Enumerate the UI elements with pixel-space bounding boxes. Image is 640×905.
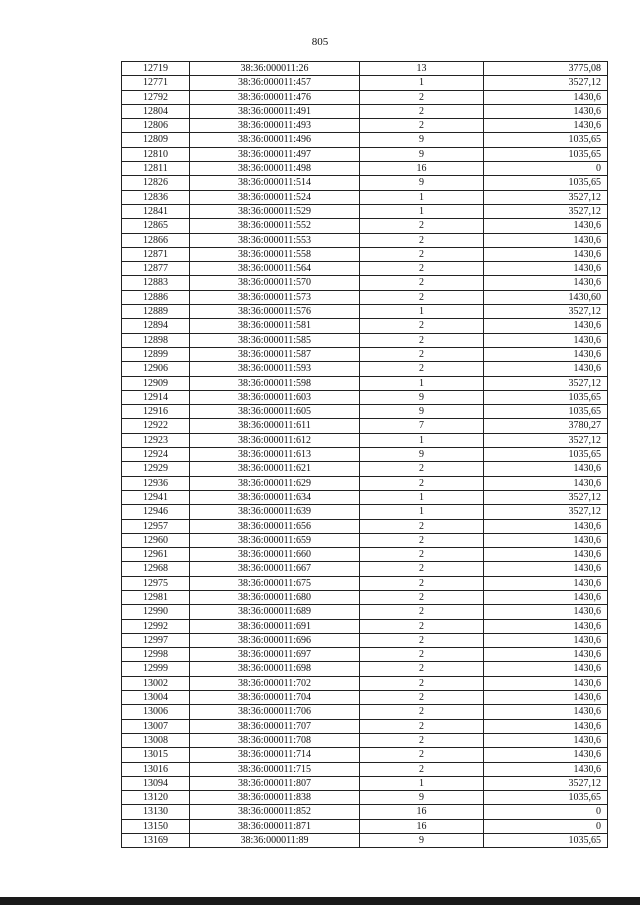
code-cell: 7 [360,419,484,433]
cadastral-number-cell: 38:36:000011:524 [190,190,360,204]
cadastral-number-cell: 38:36:000011:587 [190,347,360,361]
table-row [122,176,608,190]
table-row [122,619,608,633]
row-number-cell: 12806 [122,119,190,133]
value-cell: 1035,65 [484,390,608,404]
value-cell: 1430,6 [484,119,608,133]
row-number-cell: 13016 [122,762,190,776]
table-row [122,319,608,333]
row-number-cell: 12923 [122,433,190,447]
code-cell: 2 [360,347,484,361]
code-cell: 1 [360,76,484,90]
table-row [122,719,608,733]
value-cell: 1430,6 [484,90,608,104]
cadastral-number-cell: 38:36:000011:634 [190,490,360,504]
table-row [122,662,608,676]
code-cell: 2 [360,476,484,490]
table-row [122,390,608,404]
table-row [122,791,608,805]
cadastral-number-cell: 38:36:000011:605 [190,405,360,419]
cadastral-number-cell: 38:36:000011:708 [190,733,360,747]
row-number-cell: 12899 [122,347,190,361]
value-cell: 3527,12 [484,376,608,390]
table-row [122,648,608,662]
cadastral-number-cell: 38:36:000011:714 [190,748,360,762]
value-cell: 1430,6 [484,219,608,233]
table-row [122,490,608,504]
value-cell: 1035,65 [484,176,608,190]
cadastral-number-cell: 38:36:000011:497 [190,147,360,161]
value-cell: 1430,6 [484,233,608,247]
cadastral-number-cell: 38:36:000011:514 [190,176,360,190]
cadastral-number-cell: 38:36:000011:496 [190,133,360,147]
row-number-cell: 12865 [122,219,190,233]
table-row [122,119,608,133]
table-row [122,419,608,433]
row-number-cell: 13007 [122,719,190,733]
code-cell: 2 [360,576,484,590]
table-row [122,476,608,490]
code-cell: 16 [360,162,484,176]
row-number-cell: 12999 [122,662,190,676]
table-row [122,762,608,776]
code-cell: 2 [360,290,484,304]
row-number-cell: 13015 [122,748,190,762]
code-cell: 2 [360,233,484,247]
row-number-cell: 13120 [122,791,190,805]
cadastral-number-cell: 38:36:000011:26 [190,62,360,76]
value-cell: 1430,6 [484,519,608,533]
code-cell: 2 [360,262,484,276]
code-cell: 16 [360,819,484,833]
value-cell: 3527,12 [484,204,608,218]
row-number-cell: 12946 [122,505,190,519]
cadastral-number-cell: 38:36:000011:570 [190,276,360,290]
row-number-cell: 12922 [122,419,190,433]
value-cell: 0 [484,162,608,176]
code-cell: 2 [360,676,484,690]
cadastral-number-cell: 38:36:000011:611 [190,419,360,433]
table-row [122,376,608,390]
code-cell: 2 [360,362,484,376]
value-cell: 1430,6 [484,347,608,361]
value-cell: 3527,12 [484,76,608,90]
value-cell: 1430,6 [484,762,608,776]
cadastral-number-cell: 38:36:000011:564 [190,262,360,276]
table-row [122,405,608,419]
row-number-cell: 12877 [122,262,190,276]
table-row [122,605,608,619]
code-cell: 2 [360,90,484,104]
value-cell: 1430,6 [484,276,608,290]
row-number-cell: 13130 [122,805,190,819]
code-cell: 9 [360,133,484,147]
cadastral-number-cell: 38:36:000011:621 [190,462,360,476]
row-number-cell: 13002 [122,676,190,690]
value-cell: 1430,6 [484,662,608,676]
value-cell: 1430,6 [484,633,608,647]
code-cell: 2 [360,276,484,290]
cadastral-number-cell: 38:36:000011:675 [190,576,360,590]
code-cell: 2 [360,119,484,133]
code-cell: 13 [360,62,484,76]
value-cell: 1430,6 [484,247,608,261]
code-cell: 2 [360,748,484,762]
cadastral-number-cell: 38:36:000011:603 [190,390,360,404]
table-row [122,347,608,361]
row-number-cell: 13004 [122,691,190,705]
code-cell: 2 [360,633,484,647]
code-cell: 2 [360,548,484,562]
code-cell: 2 [360,462,484,476]
code-cell: 9 [360,405,484,419]
value-cell: 1430,6 [484,476,608,490]
registry-table [121,61,608,848]
value-cell: 1430,6 [484,676,608,690]
row-number-cell: 12990 [122,605,190,619]
row-number-cell: 12836 [122,190,190,204]
row-number-cell: 12719 [122,62,190,76]
table-row [122,776,608,790]
cadastral-number-cell: 38:36:000011:552 [190,219,360,233]
cadastral-number-cell: 38:36:000011:696 [190,633,360,647]
code-cell: 2 [360,219,484,233]
cadastral-number-cell: 38:36:000011:656 [190,519,360,533]
value-cell: 1430,6 [484,319,608,333]
code-cell: 2 [360,590,484,604]
table-row [122,633,608,647]
value-cell: 1035,65 [484,791,608,805]
value-cell: 1430,6 [484,262,608,276]
cadastral-number-cell: 38:36:000011:476 [190,90,360,104]
row-number-cell: 12924 [122,448,190,462]
row-number-cell: 12771 [122,76,190,90]
table-row [122,834,608,848]
value-cell: 1430,6 [484,333,608,347]
cadastral-number-cell: 38:36:000011:689 [190,605,360,619]
value-cell: 1430,6 [484,548,608,562]
value-cell: 3527,12 [484,190,608,204]
row-number-cell: 12906 [122,362,190,376]
row-number-cell: 12961 [122,548,190,562]
code-cell: 2 [360,247,484,261]
row-number-cell: 13150 [122,819,190,833]
table-row [122,233,608,247]
value-cell: 1035,65 [484,147,608,161]
table-row [122,448,608,462]
table-row [122,733,608,747]
table-row [122,805,608,819]
cadastral-number-cell: 38:36:000011:691 [190,619,360,633]
code-cell: 9 [360,147,484,161]
value-cell: 1035,65 [484,834,608,848]
code-cell: 2 [360,605,484,619]
code-cell: 1 [360,376,484,390]
code-cell: 1 [360,190,484,204]
code-cell: 1 [360,505,484,519]
table-row [122,76,608,90]
code-cell: 1 [360,204,484,218]
cadastral-number-cell: 38:36:000011:715 [190,762,360,776]
value-cell: 1430,6 [484,362,608,376]
code-cell: 9 [360,390,484,404]
code-cell: 9 [360,176,484,190]
code-cell: 9 [360,834,484,848]
row-number-cell: 12936 [122,476,190,490]
row-number-cell: 13006 [122,705,190,719]
row-number-cell: 12883 [122,276,190,290]
row-number-cell: 13094 [122,776,190,790]
value-cell: 1430,6 [484,562,608,576]
scan-bottom-edge [0,897,640,905]
cadastral-number-cell: 38:36:000011:660 [190,548,360,562]
value-cell: 1035,65 [484,448,608,462]
cadastral-number-cell: 38:36:000011:659 [190,533,360,547]
cadastral-number-cell: 38:36:000011:629 [190,476,360,490]
code-cell: 2 [360,533,484,547]
table-row [122,247,608,261]
value-cell: 1430,60 [484,290,608,304]
cadastral-number-cell: 38:36:000011:457 [190,76,360,90]
cadastral-number-cell: 38:36:000011:667 [190,562,360,576]
value-cell: 1430,6 [484,590,608,604]
cadastral-number-cell: 38:36:000011:493 [190,119,360,133]
table-row [122,305,608,319]
cadastral-number-cell: 38:36:000011:702 [190,676,360,690]
table-row [122,691,608,705]
row-number-cell: 12792 [122,90,190,104]
table-row [122,219,608,233]
table-row [122,676,608,690]
registry-table-body [122,62,608,848]
table-row [122,204,608,218]
row-number-cell: 12804 [122,104,190,118]
code-cell: 1 [360,433,484,447]
row-number-cell: 12914 [122,390,190,404]
table-row [122,548,608,562]
row-number-cell: 12929 [122,462,190,476]
code-cell: 2 [360,648,484,662]
value-cell: 0 [484,819,608,833]
value-cell: 3527,12 [484,433,608,447]
table-row [122,333,608,347]
row-number-cell: 12968 [122,562,190,576]
value-cell: 3527,12 [484,776,608,790]
value-cell: 1430,6 [484,705,608,719]
table-row [122,748,608,762]
row-number-cell: 12886 [122,290,190,304]
table-row [122,290,608,304]
table-row [122,262,608,276]
row-number-cell: 12898 [122,333,190,347]
row-number-cell: 12909 [122,376,190,390]
value-cell: 1035,65 [484,405,608,419]
row-number-cell: 12810 [122,147,190,161]
code-cell: 2 [360,319,484,333]
table-row [122,190,608,204]
table-row [122,362,608,376]
row-number-cell: 12941 [122,490,190,504]
code-cell: 16 [360,805,484,819]
value-cell: 3527,12 [484,490,608,504]
code-cell: 2 [360,733,484,747]
value-cell: 3527,12 [484,505,608,519]
cadastral-number-cell: 38:36:000011:553 [190,233,360,247]
row-number-cell: 12871 [122,247,190,261]
row-number-cell: 12916 [122,405,190,419]
table-row [122,147,608,161]
cadastral-number-cell: 38:36:000011:838 [190,791,360,805]
value-cell: 1430,6 [484,648,608,662]
table-row [122,562,608,576]
value-cell: 1430,6 [484,748,608,762]
value-cell: 1430,6 [484,619,608,633]
cadastral-number-cell: 38:36:000011:558 [190,247,360,261]
value-cell: 0 [484,805,608,819]
cadastral-number-cell: 38:36:000011:697 [190,648,360,662]
value-cell: 3527,12 [484,305,608,319]
code-cell: 2 [360,662,484,676]
table-row [122,590,608,604]
cadastral-number-cell: 38:36:000011:704 [190,691,360,705]
row-number-cell: 12866 [122,233,190,247]
row-number-cell: 12841 [122,204,190,218]
row-number-cell: 13008 [122,733,190,747]
row-number-cell: 12960 [122,533,190,547]
row-number-cell: 12992 [122,619,190,633]
value-cell: 1035,65 [484,133,608,147]
value-cell: 1430,6 [484,733,608,747]
cadastral-number-cell: 38:36:000011:89 [190,834,360,848]
cadastral-number-cell: 38:36:000011:706 [190,705,360,719]
row-number-cell: 12889 [122,305,190,319]
cadastral-number-cell: 38:36:000011:613 [190,448,360,462]
cadastral-number-cell: 38:36:000011:639 [190,505,360,519]
table-row [122,104,608,118]
table-row [122,519,608,533]
cadastral-number-cell: 38:36:000011:698 [190,662,360,676]
code-cell: 9 [360,791,484,805]
value-cell: 1430,6 [484,533,608,547]
code-cell: 2 [360,333,484,347]
cadastral-number-cell: 38:36:000011:598 [190,376,360,390]
row-number-cell: 12826 [122,176,190,190]
table-row [122,819,608,833]
value-cell: 1430,6 [484,691,608,705]
table-row [122,505,608,519]
value-cell: 1430,6 [484,104,608,118]
row-number-cell: 12894 [122,319,190,333]
table-row [122,705,608,719]
row-number-cell: 12811 [122,162,190,176]
cadastral-number-cell: 38:36:000011:573 [190,290,360,304]
page-number: 805 [311,36,329,48]
cadastral-number-cell: 38:36:000011:852 [190,805,360,819]
code-cell: 1 [360,305,484,319]
code-cell: 2 [360,104,484,118]
cadastral-number-cell: 38:36:000011:593 [190,362,360,376]
row-number-cell: 12998 [122,648,190,662]
table-row [122,133,608,147]
value-cell: 1430,6 [484,605,608,619]
row-number-cell: 12997 [122,633,190,647]
cadastral-number-cell: 38:36:000011:576 [190,305,360,319]
cadastral-number-cell: 38:36:000011:498 [190,162,360,176]
code-cell: 2 [360,691,484,705]
row-number-cell: 12809 [122,133,190,147]
cadastral-number-cell: 38:36:000011:529 [190,204,360,218]
table-row [122,576,608,590]
cadastral-number-cell: 38:36:000011:707 [190,719,360,733]
table-row [122,276,608,290]
row-number-cell: 12957 [122,519,190,533]
value-cell: 3775,08 [484,62,608,76]
table-row [122,433,608,447]
table-row [122,62,608,76]
value-cell: 1430,6 [484,462,608,476]
cadastral-number-cell: 38:36:000011:680 [190,590,360,604]
code-cell: 2 [360,719,484,733]
cadastral-number-cell: 38:36:000011:807 [190,776,360,790]
row-number-cell: 12975 [122,576,190,590]
value-cell: 1430,6 [484,719,608,733]
code-cell: 2 [360,705,484,719]
cadastral-number-cell: 38:36:000011:491 [190,104,360,118]
code-cell: 2 [360,562,484,576]
table-row [122,162,608,176]
code-cell: 2 [360,762,484,776]
row-number-cell: 12981 [122,590,190,604]
table-row [122,90,608,104]
value-cell: 1430,6 [484,576,608,590]
cadastral-number-cell: 38:36:000011:581 [190,319,360,333]
cadastral-number-cell: 38:36:000011:612 [190,433,360,447]
code-cell: 9 [360,448,484,462]
table-row [122,462,608,476]
code-cell: 2 [360,619,484,633]
code-cell: 1 [360,776,484,790]
table-row [122,533,608,547]
cadastral-number-cell: 38:36:000011:585 [190,333,360,347]
code-cell: 2 [360,519,484,533]
cadastral-number-cell: 38:36:000011:871 [190,819,360,833]
value-cell: 3780,27 [484,419,608,433]
code-cell: 1 [360,490,484,504]
row-number-cell: 13169 [122,834,190,848]
